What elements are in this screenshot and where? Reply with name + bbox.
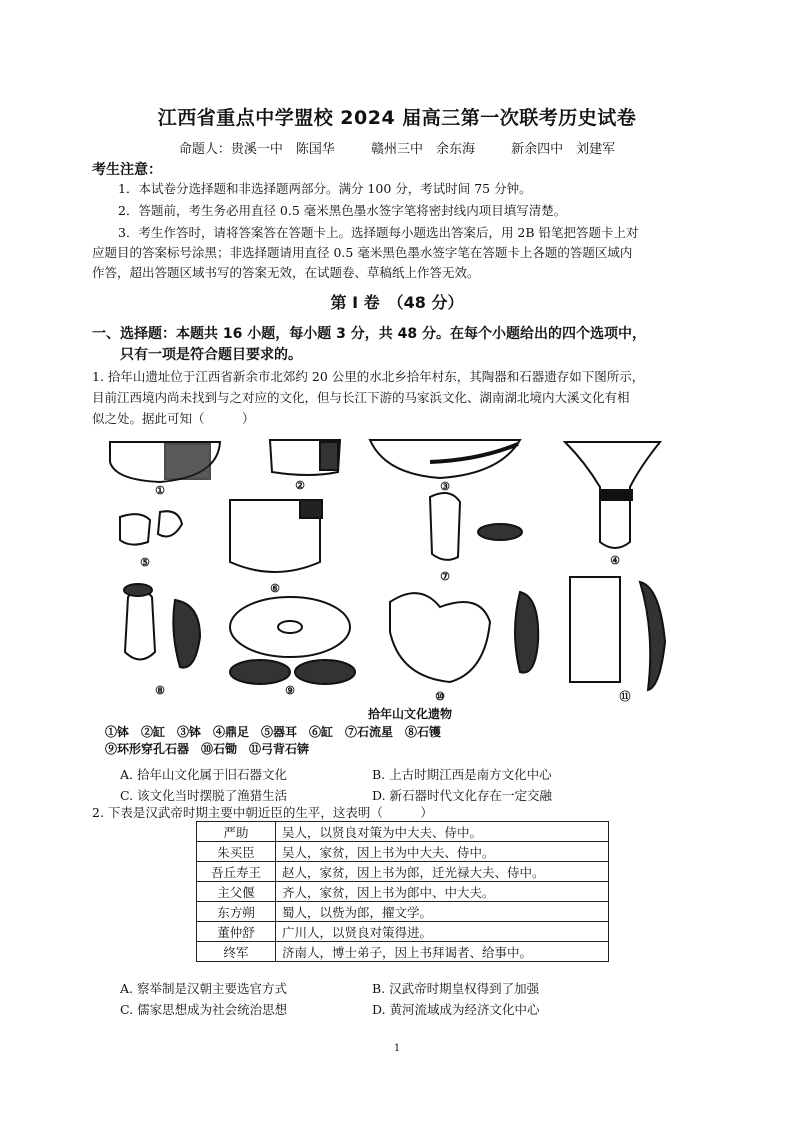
official-desc: 蜀人，以赀为郎，擢文学。 [276, 902, 609, 922]
fig-num-2: ② [295, 479, 305, 492]
fig-num-3: ③ [440, 480, 450, 493]
official-desc: 吴人，以贤良对策为中大夫、侍中。 [276, 822, 609, 842]
q2-option-a[interactable]: A. 察举制是汉朝主要选官方式 [120, 981, 287, 996]
q2-option-c[interactable]: C. 儒家思想成为社会统治思想 [120, 1002, 288, 1017]
official-desc: 济南人，博士弟子，因上书拜谒者、给事中。 [276, 942, 609, 962]
fig-num-10: ⑩ [435, 690, 445, 703]
q1-line-3: 似之处。据此可知（ ） [92, 411, 255, 426]
section-heading-line-2: 只有一项是符合题目要求的。 [120, 347, 302, 363]
official-name: 严助 [197, 822, 276, 842]
author-3: 新余四中 刘建军 [511, 142, 616, 157]
official-desc: 赵人，家贫，因上书为郎，迁光禄大夫、侍中。 [276, 862, 609, 882]
fig-num-4: ④ [610, 554, 620, 567]
fig-num-5: ⑤ [140, 556, 150, 569]
table-row [197, 942, 609, 962]
notice-item-2: 2．答题前，考生务必用直径 0.5 毫米黑色墨水签字笔将密封线内项目填写清楚。 [118, 203, 567, 218]
q2-option-b[interactable]: B. 汉武帝时期皇权得到了加强 [372, 981, 540, 996]
fig-num-8: ⑧ [155, 684, 165, 697]
table-row [197, 922, 609, 942]
notice-item-1: 1．本试卷分选择题和非选择题两部分。满分 100 分，考试时间 75 分钟。 [118, 181, 532, 196]
q2-option-d[interactable]: D. 黄河流域成为经济文化中心 [372, 1002, 540, 1017]
artifact-figure [100, 432, 690, 757]
author-1: 命题人：贵溪一中 陈国华 [178, 142, 335, 157]
fig-num-9: ⑨ [285, 684, 295, 697]
official-desc: 齐人，家贫，因上书为郎中、中大夫。 [276, 882, 609, 902]
notice-heading: 考生注意： [92, 162, 162, 178]
table-row [197, 862, 609, 882]
page-number: 1 [393, 1043, 401, 1054]
author-2: 赣州三中 余东海 [370, 142, 475, 157]
fig-num-6: ⑥ [270, 582, 280, 595]
figure-caption: 拾年山文化遗物 [367, 707, 453, 721]
official-name: 东方朔 [197, 902, 276, 922]
table-row [197, 822, 609, 842]
authors-line [0, 138, 794, 157]
section-heading-line-1: 一、选择题：本题共 16 小题，每小题 3 分，共 48 分。在每个小题给出的四个选项中， [92, 326, 646, 342]
q1-option-d[interactable]: D. 新石器时代文化存在一定交融 [372, 788, 553, 803]
q1-option-c[interactable]: C. 该文化当时摆脱了渔猎生活 [120, 788, 288, 803]
official-name: 朱买臣 [197, 842, 276, 862]
official-desc: 广川人，以贤良对策得进。 [276, 922, 609, 942]
official-desc: 吴人，家贫，因上书为中大夫、侍中。 [276, 842, 609, 862]
fig-num-11: ⑪ [619, 690, 631, 703]
question-2-stem: 2. 下表是汉武帝时期主要中朝近臣的生平，这表明（ ） [92, 805, 433, 820]
figure-legend-1: ①钵 ②缸 ③钵 ④鼎足 ⑤器耳 ⑥缸 ⑦石流星 ⑧石镬 [105, 725, 442, 739]
figure-legend-2: ⑨环形穿孔石器 ⑩石锄 ⑪弓背石锛 [105, 742, 310, 756]
q1-option-b[interactable]: B. 上古时期江西是南方文化中心 [372, 767, 552, 782]
notice-item-3: 3．考生作答时，请将答案答在答题卡上。选择题每小题选出答案后，用 2B 铅笔把答题卡上对 [118, 225, 639, 240]
fig-num-1: ① [155, 484, 165, 497]
notice-item-3-cont-2: 作答，超出答题区域书写的答案无效，在试题卷、草稿纸上作答无效。 [92, 265, 480, 280]
section-title: 第 Ⅰ 卷 （48 分） [330, 293, 464, 312]
table-row [197, 882, 609, 902]
section-heading [92, 324, 712, 366]
official-name: 终军 [197, 942, 276, 962]
q1-option-a[interactable]: A. 拾年山文化属于旧石器文化 [120, 767, 287, 782]
table-row [197, 902, 609, 922]
question-1-stem [92, 366, 707, 429]
official-name: 主父偃 [197, 882, 276, 902]
notice-item-3-cont-1: 应题目的答案标号涂黑；非选择题请用直径 0.5 毫米黑色墨水签字笔在答题卡上各题的答题区域内 [92, 245, 633, 260]
fig-num-7: ⑦ [440, 570, 450, 583]
q1-line-2: 目前江西境内尚未找到与之对应的文化，但与长江下游的马家浜文化、湖南湖北境内大溪文化有相 [92, 390, 630, 405]
table-row [197, 842, 609, 862]
exam-title: 江西省重点中学盟校 2024 届高三第一次联考历史试卷 [157, 107, 637, 129]
official-name: 吾丘寿王 [197, 862, 276, 882]
official-name: 董仲舒 [197, 922, 276, 942]
q1-line-1: 1. 拾年山遗址位于江西省新余市北郊约 20 公里的水北乡拾年村东，其陶器和石器遗存如下图所示， [92, 369, 645, 384]
officials-table [196, 821, 609, 962]
